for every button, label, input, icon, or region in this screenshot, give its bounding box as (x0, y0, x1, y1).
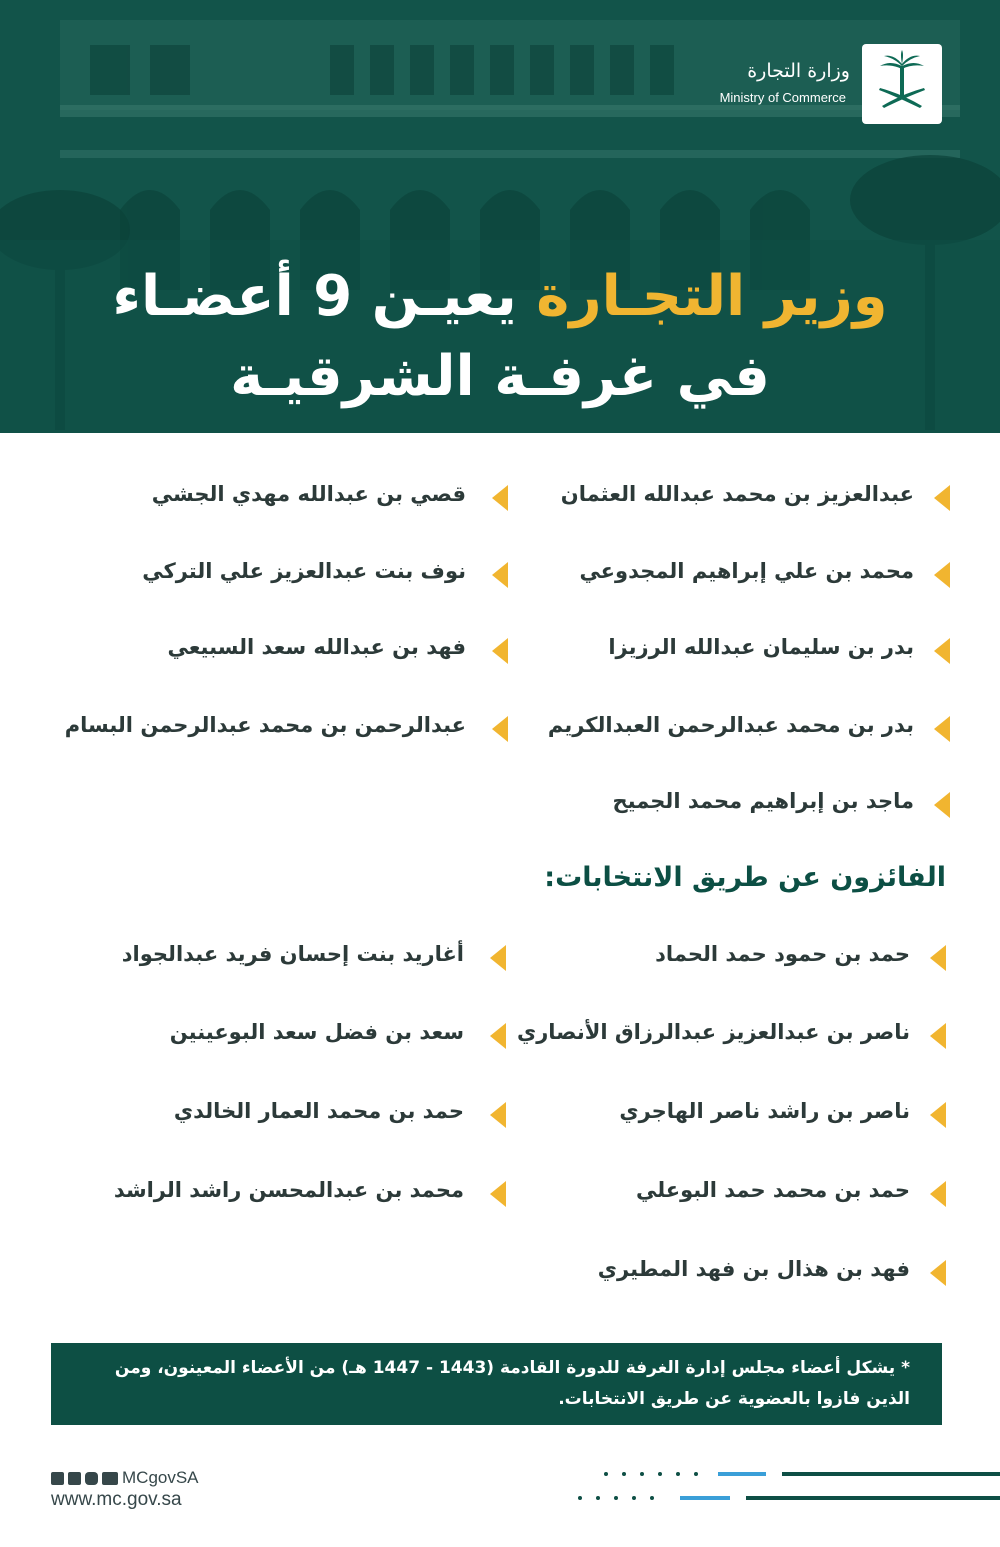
appointed-member: نوف بنت عبدالعزيز علي التركي (142, 559, 466, 583)
appointed-member: بدر بن سليمان عبدالله الرزيزا (608, 635, 914, 659)
bullet-arrow-icon (492, 638, 508, 664)
bullet-arrow-icon (934, 485, 950, 511)
appointed-member: محمد بن علي إبراهيم المجدوعي (579, 559, 914, 583)
bullet-arrow-icon (490, 1181, 506, 1207)
bullet-arrow-icon (934, 792, 950, 818)
appointed-member: ماجد بن إبراهيم محمد الجميح (612, 789, 914, 813)
elected-member: ناصر بن راشد ناصر الهاجري (619, 1099, 910, 1123)
bullet-arrow-icon (492, 485, 508, 511)
title-rest: يعيـن 9 أعضـاء (112, 264, 517, 329)
bullet-arrow-icon (934, 638, 950, 664)
appointed-member: قصي بن عبدالله مهدي الجشي (151, 482, 466, 506)
bullet-arrow-icon (490, 945, 506, 971)
bullet-arrow-icon (930, 1181, 946, 1207)
elected-member: حمد بن محمد العمار الخالدي (173, 1099, 464, 1123)
palm-swords-emblem-icon (862, 44, 942, 124)
appointed-member: عبدالعزيز بن محمد عبدالله العثمان (560, 482, 914, 506)
bullet-arrow-icon (930, 1102, 946, 1128)
bullet-arrow-icon (930, 1023, 946, 1049)
appointed-member: عبدالرحمن بن محمد عبدالرحمن البسام (64, 713, 466, 737)
twitter-icon[interactable] (51, 1472, 64, 1485)
ministry-logo (862, 44, 942, 124)
elected-member: ناصر بن عبدالعزيز عبدالرزاق الأنصاري (516, 1020, 910, 1044)
elected-member: سعد بن فضل سعد البوعينين (169, 1020, 464, 1044)
bullet-arrow-icon (492, 716, 508, 742)
facebook-icon[interactable] (68, 1472, 81, 1485)
bullet-arrow-icon (490, 1102, 506, 1128)
footnote-line2: الذين فازوا بالعضوية عن طريق الانتخابات. (558, 1389, 910, 1409)
elected-member: حمد بن محمد حمد البوعلي (635, 1178, 910, 1202)
decorative-lines (570, 1462, 1000, 1512)
bullet-arrow-icon (490, 1023, 506, 1049)
bullet-arrow-icon (934, 716, 950, 742)
instagram-icon[interactable] (85, 1472, 98, 1485)
brand-name-arabic: وزارة التجارة (747, 60, 850, 82)
elected-member: أغاريد بنت إحسان فريد عبدالجواد (121, 942, 464, 966)
brand-name-english: Ministry of Commerce (719, 90, 846, 105)
appointed-member: فهد بن عبدالله سعد السبيعي (167, 635, 466, 659)
website-link[interactable]: www.mc.gov.sa (51, 1489, 182, 1510)
bullet-arrow-icon (930, 945, 946, 971)
social-handle-row (51, 1467, 199, 1489)
header-banner (0, 0, 1000, 433)
footnote-box (51, 1343, 942, 1425)
footnote-line1: * يشكل أعضاء مجلس إدارة الغرفة للدورة القادمة (1443 - 1447 هـ) من الأعضاء المعينون، ومن (114, 1358, 910, 1378)
appointed-member: بدر بن محمد عبدالرحمن العبدالكريم (547, 713, 914, 737)
page-title-line1 (0, 262, 1000, 332)
social-handle[interactable]: MCgovSA (122, 1468, 199, 1487)
page-title-line2: في غرفـة الشرقيـة (230, 344, 770, 409)
elected-member: حمد بن حمود حمد الحماد (655, 942, 910, 966)
youtube-icon[interactable] (102, 1472, 118, 1485)
title-highlight: وزير التجـارة (536, 264, 888, 329)
elected-member: فهد بن هذال بن فهد المطيري (597, 1257, 910, 1281)
bullet-arrow-icon (934, 562, 950, 588)
bullet-arrow-icon (492, 562, 508, 588)
elected-member: محمد بن عبدالمحسن راشد الراشد (113, 1178, 464, 1202)
elected-section-heading: الفائزون عن طريق الانتخابات: (544, 862, 946, 893)
bullet-arrow-icon (930, 1260, 946, 1286)
